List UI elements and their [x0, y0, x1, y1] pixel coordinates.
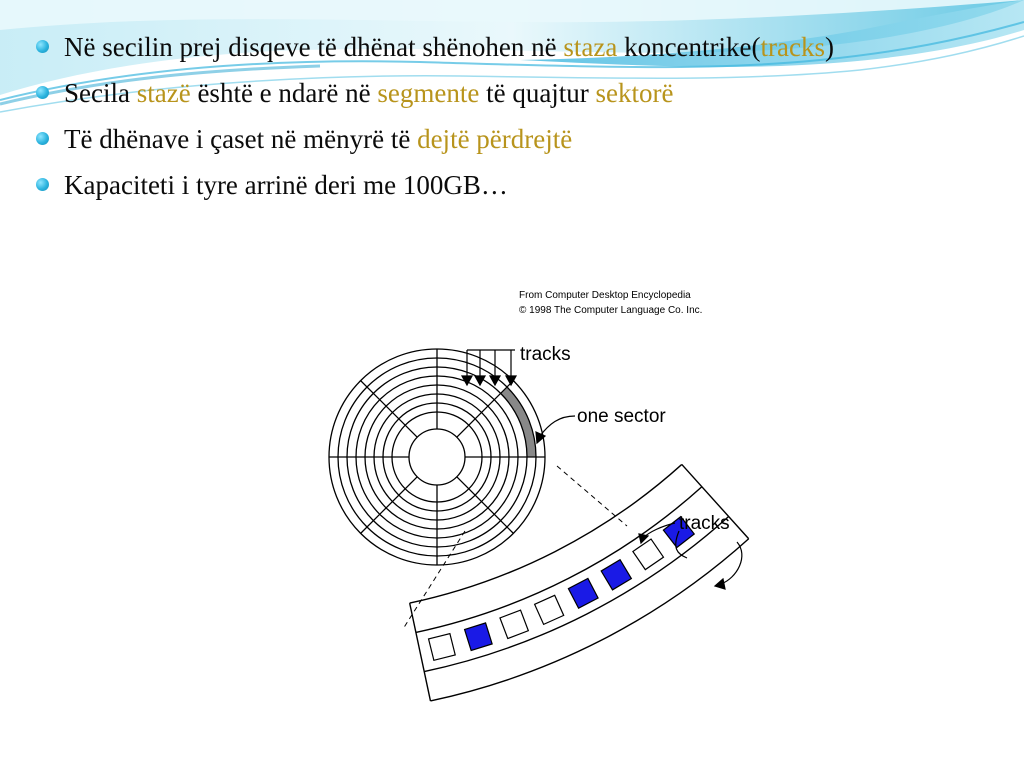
highlighted-term: tracks [760, 32, 825, 62]
bullet-text: Kapaciteti i tyre arrinë deri me 100GB… [64, 170, 508, 200]
highlighted-term: stazë [136, 78, 191, 108]
bullet-item [34, 74, 974, 112]
sector-divider [457, 477, 514, 534]
track-arc [430, 539, 748, 701]
one-sector-label: one sector [577, 406, 666, 427]
bullet-item [34, 28, 974, 66]
bullet-text: ) [824, 32, 834, 62]
bullet-text: Në secilin prej disqeve të dhënat shënohen në [64, 32, 564, 62]
tracks-arrows [462, 350, 516, 385]
segment-edge [410, 603, 431, 701]
data-block-empty [500, 610, 528, 638]
highlighted-term: sektorë [595, 78, 674, 108]
highlighted-term: dejtë përdrejtë [417, 124, 573, 154]
bullet-text: Të dhënave i çaset në mënyrë të [64, 124, 418, 154]
zoomed-track-segment [410, 464, 749, 700]
bullet-list [34, 28, 974, 212]
bullet-dot-icon [36, 178, 49, 191]
data-block-filled [465, 623, 493, 651]
bullet-text: koncentrike( [617, 32, 761, 62]
bullet-dot-icon [36, 40, 49, 53]
data-block-empty [633, 539, 664, 570]
data-block-empty [429, 634, 456, 661]
data-block-filled [601, 560, 631, 590]
sector-divider [361, 381, 418, 438]
bullet-dot-icon [36, 86, 49, 99]
bullet-text: është e ndarë në [190, 78, 378, 108]
data-block-empty [535, 595, 564, 624]
source-line-2: © 1998 The Computer Language Co. Inc. [519, 305, 703, 316]
highlighted-term: segmente [377, 78, 480, 108]
tracks-label-top: tracks [520, 344, 571, 365]
bullet-text: të quajtur [479, 78, 596, 108]
bullet-text: Secila [64, 78, 137, 108]
sector-divider [361, 477, 418, 534]
bullet-dot-icon [36, 132, 49, 145]
disk-diagram [327, 286, 753, 768]
shaded-sector [501, 387, 536, 457]
disk-hub [409, 429, 465, 485]
bullet-item [34, 120, 974, 158]
source-line-1: From Computer Desktop Encyclopedia [519, 290, 691, 301]
bullet-item [34, 166, 974, 204]
data-block-filled [568, 578, 598, 608]
highlighted-term: staza [563, 32, 618, 62]
disk-tracks-figure [327, 286, 753, 768]
sector-divider [457, 381, 514, 438]
tracks-label-bottom: tracks [679, 513, 730, 534]
